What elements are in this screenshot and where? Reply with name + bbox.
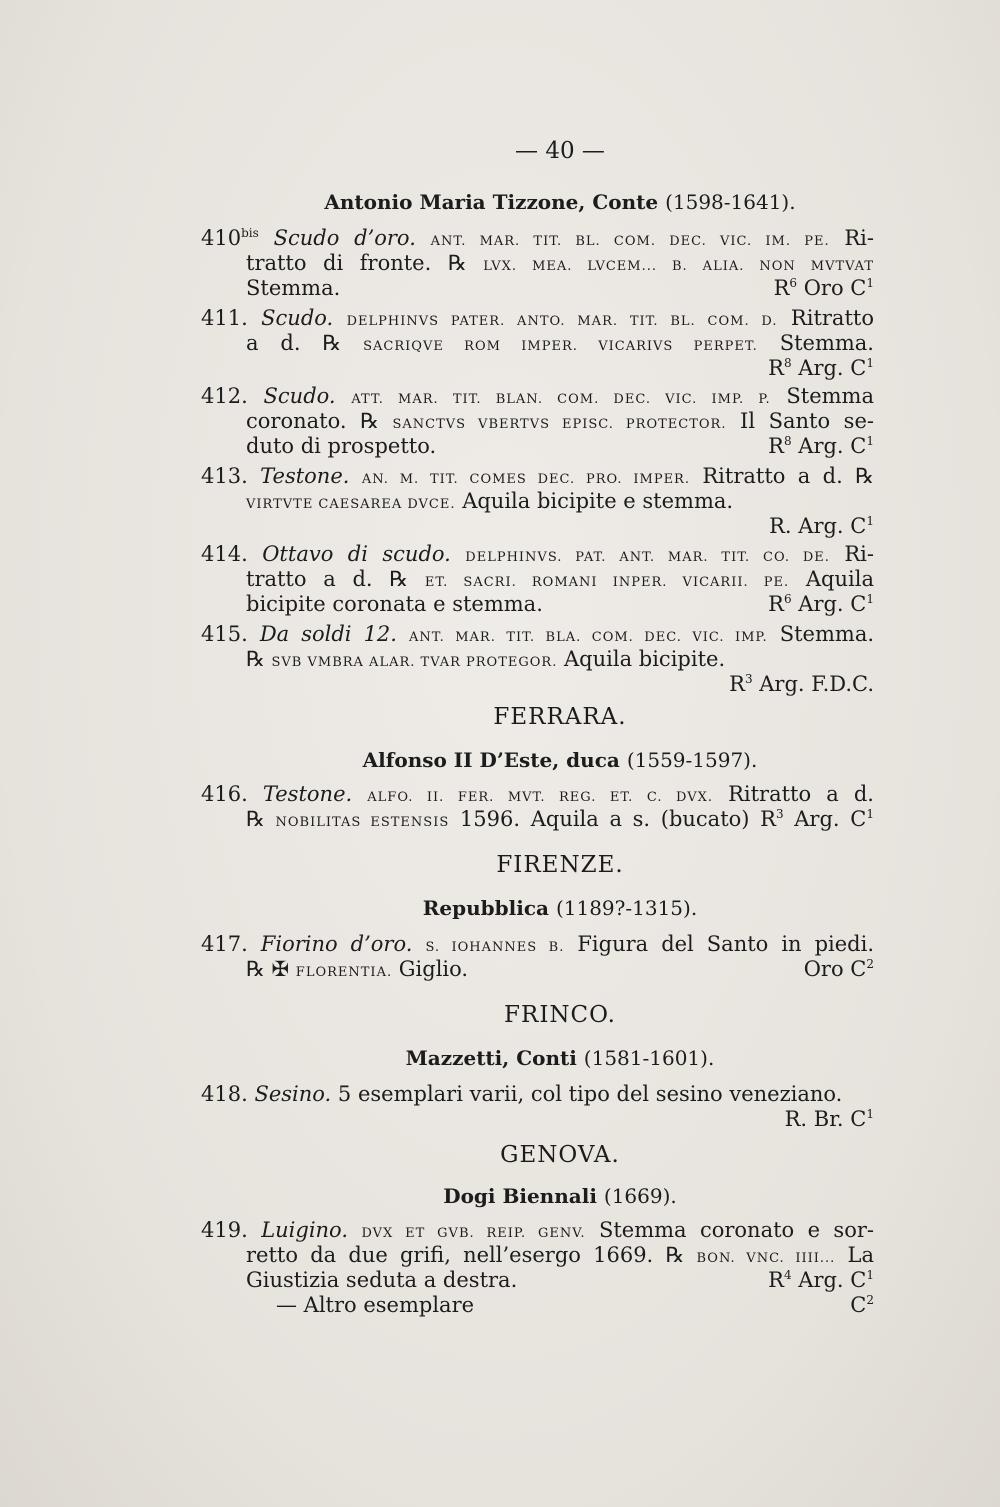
heading-title: Dogi Biennali [443,1184,597,1208]
heading-dates: (1189?-1315). [555,896,698,920]
legend: ANT. MAR. TIT. BL. COM. DEC. VIC. IM. PE. [430,234,830,249]
entry-412 [201,384,874,459]
legend: SACRIQVE ROM IMPER. VICARIVS PERPET. [363,339,758,354]
legend: BON. VNC. IIII... [696,1251,836,1266]
coin-name: Luigino. [261,1218,349,1242]
heading-dates: (1559-1597). [626,748,758,772]
legend: S. IOHANNES B. [425,940,565,955]
entry-number: $410^{bis}$ [201,226,259,250]
legend: AN. M. TIT. COMES DEC. PRO. IMPER. [361,472,690,487]
heading-title: Alfonso II D’Este, duca [362,748,620,772]
rarity-grade: $R^8$ Arg. $C^1$ [768,434,874,458]
text: Il Santo se- [740,409,874,433]
heading-tizzone [246,190,874,214]
entry-number: 413. [201,464,248,488]
text: 5 esemplari varii, col tipo del sesino veneziano. [337,1082,843,1106]
text: Aquila bicipite e stemma. [462,489,734,513]
rarity-grade: $R^6$ Arg. $C^1$ [768,592,874,616]
entry-number: 417. [201,932,248,956]
heading-dates: (1669). [603,1184,677,1208]
legend: ANT. MAR. TIT. BLA. COM. DEC. VIC. IMP. [409,630,768,645]
rarity-grade: $R^4$ Arg. $C^1$ [768,1268,874,1292]
text: retto da due grifi, nell’esergo 1669. ℞ [246,1243,685,1267]
legend: VIRTVTE CAESAREA DVCE. [246,497,456,512]
legend: SVB VMBRA ALAR. TVAR PROTEGOR. [271,655,558,670]
text: Ritratto [790,306,874,330]
text: 1596. Aquila a s. (bucato) $R^3$ Arg. $C^1$ [459,807,874,831]
entry-411 [201,306,874,381]
coin-name: Testone. [262,782,353,806]
section-frinco: FRINCO. [504,1002,616,1028]
text: Ri- [844,542,874,566]
legend: LVX. MEA. LVCEM... B. ALIA. NON MVTVAT [483,259,874,274]
heading-title: Repubblica [422,896,549,920]
heading-mazzetti [246,1046,874,1070]
entry-number: 411. [201,306,248,330]
coin-name: Fiorino d’oro. [260,932,413,956]
text: Giustizia seduta a destra. [246,1268,518,1292]
entry-number: 416. [201,782,248,806]
legend: SANCTVS VBERTVS EPISC. PROTECTOR. [392,417,727,432]
entry-413 [201,464,874,539]
text: ℞ [246,807,265,831]
rarity-grade: R. Br. $C^1$ [784,1107,874,1131]
text: Stemma [786,384,874,408]
text: a d. ℞ [246,331,342,355]
text: Stemma coronato e sor- [598,1218,874,1242]
legend: NOBILITAS ESTENSIS [275,815,450,830]
text: duto di prospetto. [246,434,437,458]
entry-414 [201,542,874,617]
heading-repubblica [246,896,874,920]
entry-416 [201,782,874,832]
legend: DELPHINVS. PAT. ANT. MAR. TIT. CO. DE. [465,550,830,565]
coin-name: Da soldi 12. [259,622,397,646]
rarity-grade: Oro $C^2$ [803,957,874,981]
text: — Altro esemplare [276,1293,475,1317]
rarity-grade: $R^3$ Arg. F.D.C. [729,672,874,696]
legend: DVX ET GVB. REIP. GENV. [361,1226,586,1241]
coin-name: Testone. [260,464,350,488]
entry-417 [201,932,874,982]
text: Aquila bicipite. [564,647,726,671]
heading-dates: (1581-1601). [583,1046,715,1070]
rarity-grade: $R^8$ Arg. $C^1$ [768,356,874,380]
heading-dogi [246,1184,874,1208]
heading-title: Antonio Maria Tizzone, Conte [324,190,659,214]
legend: ALFO. II. FER. MVT. REG. ET. C. DVX. [367,790,713,805]
entry-number: 414. [201,542,248,566]
legend: DELPHINVS PATER. ANTO. MAR. TIT. BL. COM. D. [346,314,778,329]
rarity-grade: R. Arg. $C^1$ [769,514,874,538]
entry-number: 419. [201,1218,248,1242]
heading-dates: (1598-1641). [665,190,796,214]
text: Stemma. [246,276,341,300]
entry-number: 415. [201,622,248,646]
entry-410 [201,226,874,301]
coin-name: Sesino. [254,1082,332,1106]
text: coronato. ℞ [246,409,379,433]
text: Ritratto a d. [728,782,874,806]
text: Ritratto a d. ℞ [702,464,874,488]
entry-419 [201,1218,874,1318]
text: tratto di fronte. ℞ [246,251,467,275]
section-genova: GENOVA. [500,1142,620,1168]
text: tratto a d. ℞ [246,567,409,591]
rarity-grade: $R^6$ Oro $C^1$ [773,276,874,300]
section-firenze: FIRENZE. [496,852,624,878]
heading-title: Mazzetti, Conti [405,1046,577,1070]
coin-name: Scudo. [261,306,334,330]
legend: ATT. MAR. TIT. BLAN. COM. DEC. VIC. IMP. P. [351,392,771,407]
text: ℞ ✠ FLORENTIA. Giglio. [246,957,469,981]
text: Stemma. [779,622,875,646]
coin-name: Ottavo di scudo. [262,542,451,566]
entry-418 [201,1082,874,1132]
page-number: — 40 — [515,138,605,164]
entry-number: 418. [201,1082,248,1106]
entry-415 [201,622,875,697]
text: Figura del Santo in piedi. [577,932,874,956]
text: Stemma. [779,331,874,355]
rarity-grade: $C^2$ [850,1293,874,1317]
text: La [847,1243,874,1267]
coin-name: Scudo. [263,384,336,408]
entry-number: 412. [201,384,248,408]
legend: ET. SACRI. ROMANI INPER. VICARII. PE. [424,575,790,590]
coin-name: Scudo d’oro. [273,226,416,250]
text: Ri- [844,226,874,250]
text: ℞ [246,647,265,671]
text: bicipite coronata e stemma. [246,592,543,616]
section-ferrara: FERRARA. [493,704,627,730]
heading-alfonso [246,748,874,772]
text: Aquila [805,567,874,591]
